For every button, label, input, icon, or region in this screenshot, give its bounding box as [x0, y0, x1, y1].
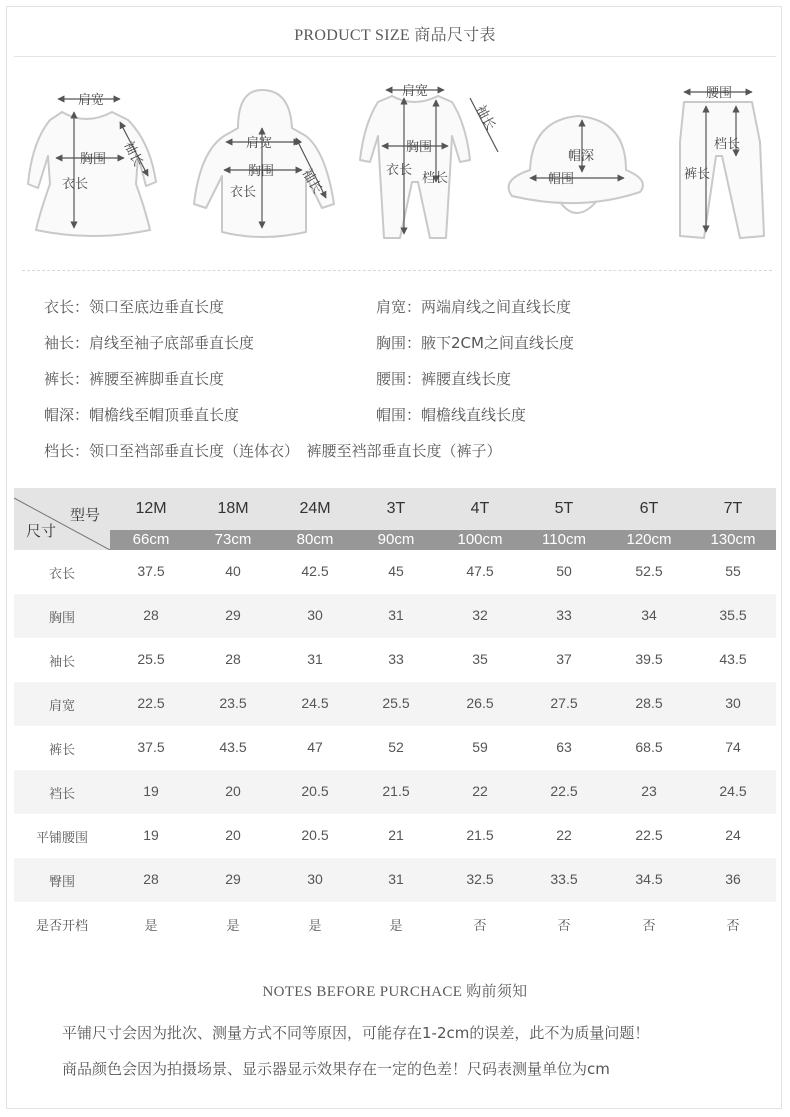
table-cell: 否: [473, 919, 487, 934]
table-cell: 28: [225, 651, 241, 667]
table-cell: 22.5: [635, 827, 663, 843]
table-cell: 28: [143, 871, 159, 887]
height-column-header: 73cm: [214, 531, 252, 548]
height-column-header: 130cm: [710, 531, 756, 548]
table-cell: 20.5: [301, 827, 329, 843]
table-cell: 74: [725, 739, 741, 755]
size-column-header: 24M: [299, 500, 331, 517]
jacket-chest-label: 胸围: [248, 164, 275, 179]
table-cell: 20: [225, 783, 241, 799]
definition-term: 帽围：: [376, 406, 422, 424]
definition-item: [376, 368, 511, 389]
table-corner-cell: [14, 488, 110, 550]
corner-measure-label: 尺寸: [26, 522, 57, 540]
table-cell: 23: [641, 783, 657, 799]
table-cell: 33: [388, 651, 404, 667]
table-cell: 是: [144, 919, 158, 934]
table-cell: 45: [388, 563, 404, 579]
table-row: [14, 550, 776, 594]
row-label: 是否开档: [35, 919, 88, 934]
jacket-shoulder-label: 肩宽: [246, 136, 273, 151]
table-cell: 19: [143, 827, 159, 843]
table-row: [14, 682, 776, 726]
definition-term: 衣长：: [44, 298, 90, 316]
table-cell: 47.5: [466, 563, 494, 579]
table-cell: 31: [388, 871, 404, 887]
table-cell: 28.5: [635, 695, 663, 711]
title-divider: [14, 56, 776, 57]
row-label: 裆长: [48, 787, 75, 802]
note-line: 商品颜色会因为拍摄场景、显示器显示效果存在一定的色差！尺码表测量单位为cm: [62, 1060, 610, 1078]
table-cell: 52: [388, 739, 404, 755]
table-cell: 30: [307, 871, 323, 887]
height-column-header: 110cm: [542, 531, 586, 548]
dress-sleeve-label: 袖长: [120, 139, 146, 170]
romper-chest-label: 胸围: [406, 140, 433, 155]
romper-shoulder-label: 肩宽: [402, 84, 429, 99]
table-cell: 27.5: [550, 695, 578, 711]
romper-length-label: 衣长: [386, 163, 413, 178]
table-cell: 32.5: [466, 871, 494, 887]
table-cell: 22.5: [137, 695, 165, 711]
corner-size-label: 型号: [70, 506, 101, 524]
row-label: 胸围: [48, 611, 75, 626]
definition-item: [44, 440, 502, 461]
definition-desc: 领口至底边垂直长度: [89, 298, 225, 316]
table-cell: 37.5: [137, 739, 165, 755]
table-row: [14, 858, 776, 902]
jacket-length-label: 衣长: [230, 185, 257, 200]
definition-term: 帽深：: [44, 406, 90, 424]
table-row: [14, 902, 776, 946]
table-cell: 19: [143, 783, 159, 799]
note-line: 平铺尺寸会因为批次、测量方式不同等原因，可能存在1-2cm的误差，此不为质量问题！: [62, 1024, 650, 1042]
table-cell: 40: [225, 563, 241, 579]
definition-term: 袖长：: [44, 334, 90, 352]
height-column-header: 80cm: [296, 531, 334, 548]
size-column-header: 5T: [554, 500, 574, 517]
row-label: 臀围: [48, 875, 75, 890]
table-cell: 22: [556, 827, 572, 843]
table-cell: 21: [388, 827, 404, 843]
table-cell: 43.5: [219, 739, 247, 755]
size-column-header: 12M: [135, 500, 167, 517]
definition-item: [376, 332, 574, 353]
table-cell: 29: [225, 871, 241, 887]
table-row: [14, 726, 776, 770]
table-cell: 39.5: [635, 651, 663, 667]
table-row: [14, 638, 776, 682]
definition-item: [44, 368, 224, 389]
table-cell: 25.5: [137, 651, 165, 667]
illustration-divider: [22, 270, 772, 271]
notes-title: NOTES BEFORE PURCHACE 购前须知: [262, 984, 528, 1000]
row-label: 袖长: [48, 655, 75, 670]
table-cell: 34.5: [635, 871, 663, 887]
table-cell: 20.5: [301, 783, 329, 799]
romper-sleeve-label: 袖长: [472, 102, 498, 133]
table-cell: 是: [389, 919, 403, 934]
definition-term: 档长：: [44, 442, 90, 460]
height-column-header: 90cm: [377, 531, 415, 548]
table-cell: 30: [725, 695, 741, 711]
definition-term: 胸围：: [376, 334, 422, 352]
definition-desc: 裤腰至裤脚垂直长度: [89, 370, 225, 388]
height-column-header: 100cm: [457, 531, 503, 548]
table-cell: 59: [472, 739, 488, 755]
romper-illustration: [360, 96, 470, 238]
size-column-header: 7T: [723, 500, 743, 517]
table-cell: 52.5: [635, 563, 663, 579]
pants-length-label: 裤长: [684, 167, 711, 182]
table-cell: 是: [308, 919, 322, 934]
height-column-header: 66cm: [132, 531, 170, 548]
row-label: 裤长: [48, 743, 75, 758]
definition-term: 肩宽：: [376, 298, 422, 316]
definition-term: 裤长：: [44, 370, 90, 388]
definition-item: [44, 404, 239, 425]
definition-desc: 两端肩线之间直线长度: [421, 298, 572, 316]
dress-illustration: [28, 112, 156, 236]
table-cell: 37.5: [137, 563, 165, 579]
jacket-sleeve-label: 袖长: [298, 166, 325, 197]
hat-circumference-label: 帽围: [548, 172, 575, 187]
size-column-header: 4T: [470, 500, 490, 517]
table-cell: 21.5: [382, 783, 410, 799]
row-label: 平铺腰围: [35, 831, 88, 846]
table-cell: 68.5: [635, 739, 663, 755]
pants-crotch-label: 档长: [714, 137, 741, 152]
table-cell: 35: [472, 651, 488, 667]
table-cell: 否: [726, 919, 740, 934]
dress-shoulder-label: 肩宽: [78, 93, 105, 108]
size-column-header: 18M: [217, 500, 249, 517]
definition-item: [44, 332, 254, 353]
table-cell: 42.5: [301, 563, 329, 579]
size-column-header: 6T: [639, 500, 659, 517]
definition-desc: 肩线至袖子底部垂直长度: [89, 334, 255, 352]
definition-desc: 帽檐线至帽顶垂直长度: [89, 406, 240, 424]
table-cell: 25.5: [382, 695, 410, 711]
definition-item: [376, 296, 571, 317]
garment-illustrations: [0, 72, 790, 252]
table-cell: 33.5: [550, 871, 578, 887]
table-cell: 37: [556, 651, 572, 667]
definition-desc: 领口至裆部垂直长度（连体衣） 裤腰至裆部垂直长度（裤子）: [89, 442, 502, 460]
table-cell: 否: [642, 919, 656, 934]
height-column-header: 120cm: [626, 531, 672, 548]
table-cell: 24: [725, 827, 741, 843]
table-cell: 47: [307, 739, 323, 755]
table-cell: 31: [388, 607, 404, 623]
page-title: PRODUCT SIZE 商品尺寸表: [294, 27, 496, 44]
table-cell: 31: [307, 651, 323, 667]
definition-desc: 裤腰直线长度: [421, 370, 512, 388]
table-cell: 43.5: [719, 651, 747, 667]
garment-diagram: [0, 72, 790, 252]
table-cell: 34: [641, 607, 657, 623]
table-cell: 是: [226, 919, 240, 934]
table-row: [14, 594, 776, 638]
dress-chest-label: 胸围: [80, 152, 107, 167]
definition-term: 腰围：: [376, 370, 422, 388]
table-cell: 63: [556, 739, 572, 755]
table-cell: 21.5: [466, 827, 494, 843]
table-cell: 32: [472, 607, 488, 623]
table-cell: 23.5: [219, 695, 247, 711]
definition-desc: 帽檐线直线长度: [421, 406, 527, 424]
table-cell: 33: [556, 607, 572, 623]
definition-item: [376, 404, 526, 425]
row-label: 肩宽: [48, 699, 75, 714]
table-cell: 35.5: [719, 607, 747, 623]
table-row: [14, 814, 776, 858]
table-cell: 24.5: [301, 695, 329, 711]
table-cell: 26.5: [466, 695, 494, 711]
definition-desc: 腋下2CM之间直线长度: [421, 334, 574, 352]
table-cell: 28: [143, 607, 159, 623]
table-cell: 55: [725, 563, 741, 579]
table-cell: 36: [725, 871, 741, 887]
table-cell: 20: [225, 827, 241, 843]
romper-crotch-label: 档长: [422, 171, 449, 186]
hat-illustration: [509, 116, 643, 213]
table-cell: 50: [556, 563, 572, 579]
row-label: 衣长: [48, 567, 75, 582]
dress-length-label: 衣长: [62, 177, 89, 192]
table-cell: 29: [225, 607, 241, 623]
table-cell: 否: [557, 919, 571, 934]
table-cell: 30: [307, 607, 323, 623]
table-cell: 22.5: [550, 783, 578, 799]
table-cell: 22: [472, 783, 488, 799]
table-row: [14, 770, 776, 814]
size-column-header: 3T: [386, 500, 406, 517]
definition-item: [44, 296, 224, 317]
pants-waist-label: 腰围: [706, 86, 733, 101]
table-cell: 24.5: [719, 783, 747, 799]
hat-depth-label: 帽深: [568, 149, 595, 164]
